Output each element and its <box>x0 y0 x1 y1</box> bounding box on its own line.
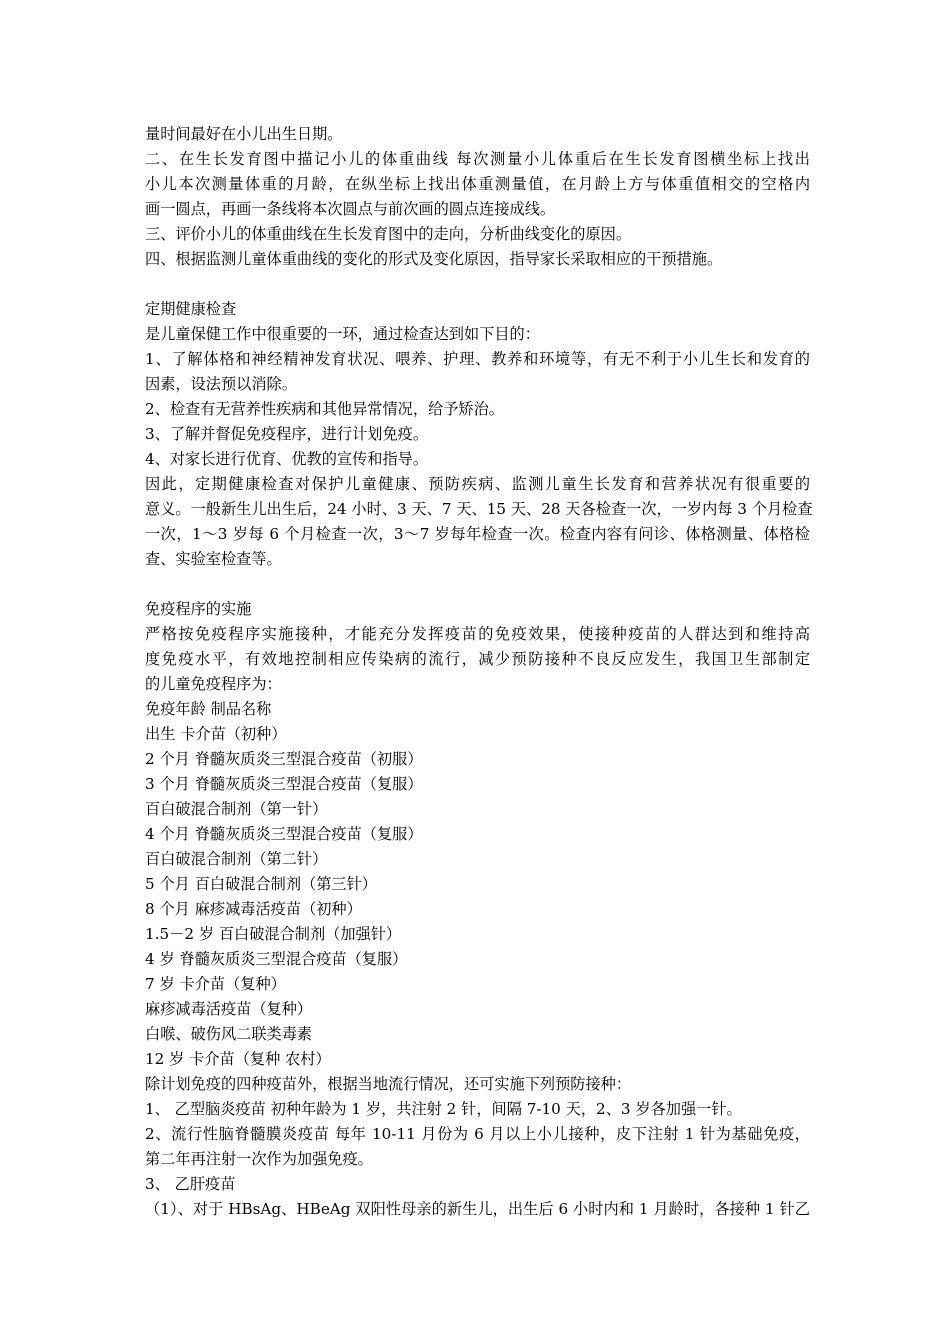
schedule-item: 麻疹减毒活疫苗（复种） <box>145 1000 313 1018</box>
immunization-intro-line3: 的儿童免疫程序为： <box>145 675 282 693</box>
schedule-item: 5 个月 百白破混合制剂（第三针） <box>145 875 377 893</box>
extra-vaccine-1: 1、 乙型脑炎疫苗 初种年龄为 1 岁，共注射 2 针，间隔 7-10 天，2、3 岁各加强一针。 <box>145 1100 742 1118</box>
document-body <box>145 122 813 1222</box>
schedule-item: 4 岁 脊髓灰质炎三型混合疫苗（复服） <box>145 950 408 968</box>
extra-vaccine-3-heading: 3、 乙肝疫苗 <box>145 1175 236 1193</box>
schedule-item: 8 个月 麻疹减毒活疫苗（初种） <box>145 900 362 918</box>
checkup-item1-line1: 1、了解体格和神经精神发育状况、喂养、护理、教养和环境等，有无不利于小儿生长和发育的 <box>145 350 810 368</box>
step2-line1: 二、在生长发育图中描记小儿的体重曲线 每次测量小儿体重后在生长发育图横坐标上找出 <box>145 150 810 168</box>
checkup-item3: 3、了解并督促免疫程序，进行计划免疫。 <box>145 425 429 443</box>
extra-vaccines-intro: 除计划免疫的四种疫苗外，根据当地流行情况，还可实施下列预防接种： <box>145 1075 631 1093</box>
schedule-item: 1.5－2 岁 百白破混合制剂（加强针） <box>145 925 402 943</box>
checkup-summary-line2: 意义。一般新生儿出生后，24 小时、3 天、7 天、15 天、28 天各检查一次，一岁内每 3 个月检查 <box>145 500 813 518</box>
step3-line: 三、评价小儿的体重曲线在生长发育图中的走向，分析曲线变化的原因。 <box>145 225 631 243</box>
schedule-item: 出生 卡介苗（初种） <box>145 725 287 743</box>
schedule-header: 免疫年龄 制品名称 <box>145 700 272 718</box>
checkup-item1-line2: 因素，设法预以消除。 <box>145 375 297 393</box>
schedule-item: 白喉、破伤风二联类毒素 <box>145 1025 313 1043</box>
schedule-item: 百白破混合制剂（第一针） <box>145 800 328 818</box>
checkup-item2: 2、检查有无营养性疾病和其他异常情况，给予矫治。 <box>145 400 504 418</box>
checkup-summary-line1: 因此，定期健康检查对保护儿童健康、预防疾病、监测儿童生长发育和营养状况有很重要的 <box>145 475 810 493</box>
spacer <box>145 572 810 597</box>
checkup-item4: 4、对家长进行优育、优教的宣传和指导。 <box>145 450 429 468</box>
step2-line2: 小儿本次测量体重的月龄，在纵坐标上找出体重测量值，在月龄上方与体重值相交的空格内 <box>145 175 810 193</box>
intro-line: 量时间最好在小儿出生日期。 <box>145 125 343 143</box>
immunization-heading: 免疫程序的实施 <box>145 600 252 618</box>
extra-vaccine-2-line2: 第二年再注射一次作为加强免疫。 <box>145 1150 373 1168</box>
extra-vaccine-2-line1: 2、流行性脑脊髓膜炎疫苗 每年 10-11 月份为 6 月以上小儿接种，皮下注射 1 针为基础免疫， <box>145 1125 810 1143</box>
checkup-summary-line3: 一次，1～3 岁每 6 个月检查一次，3～7 岁每年检查一次。检查内容有问诊、体格测量、体格检 <box>145 525 810 543</box>
step4-line: 四、根据监测儿童体重曲线的变化的形式及变化原因，指导家长采取相应的干预措施。 <box>145 250 723 268</box>
spacer <box>145 272 810 297</box>
immunization-intro-line2: 度免疫水平，有效地控制相应传染病的流行，减少预防接种不良反应发生，我国卫生部制定 <box>145 650 810 668</box>
schedule-item: 4 个月 脊髓灰质炎三型混合疫苗（复服） <box>145 825 423 843</box>
schedule-item: 百白破混合制剂（第二针） <box>145 850 328 868</box>
schedule-item: 3 个月 脊髓灰质炎三型混合疫苗（复服） <box>145 775 423 793</box>
schedule-item: 12 岁 卡介苗（复种 农村） <box>145 1050 331 1068</box>
extra-vaccine-3-item1: （1）、对于 HBsAg、HBeAg 双阳性母亲的新生儿，出生后 6 小时内和 1 月龄时，各接种 1 针乙 <box>145 1200 810 1218</box>
checkup-heading: 定期健康检查 <box>145 300 237 318</box>
checkup-intro: 是儿童保健工作中很重要的一环，通过检查达到如下目的： <box>145 325 540 343</box>
schedule-item: 7 岁 卡介苗（复种） <box>145 975 286 993</box>
checkup-summary-line4: 查、实验室检查等。 <box>145 550 282 568</box>
immunization-intro-line1: 严格按免疫程序实施接种，才能充分发挥疫苗的免疫效果，使接种疫苗的人群达到和维持高 <box>145 625 810 643</box>
schedule-item: 2 个月 脊髓灰质炎三型混合疫苗（初服） <box>145 750 423 768</box>
step2-line3: 画一圆点，再画一条线将本次圆点与前次画的圆点连接成线。 <box>145 200 556 218</box>
